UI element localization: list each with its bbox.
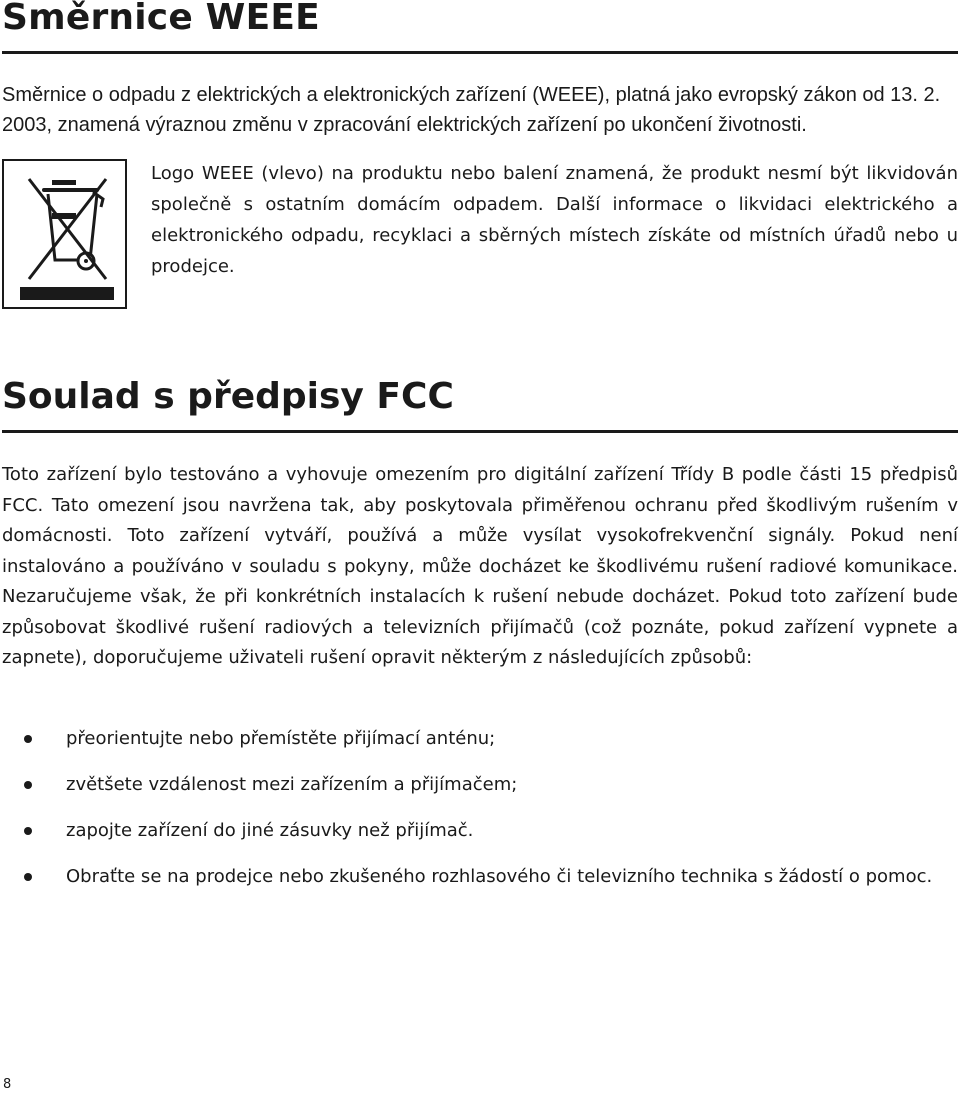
list-item	[0, 723, 956, 754]
crossed-out-wheelie-bin-icon	[4, 161, 129, 311]
bullet-icon	[24, 873, 32, 881]
list-item-text: přeorientujte nebo přemístěte přijímací anténu;	[66, 728, 496, 749]
weee-logo	[2, 159, 127, 309]
list-item-text: zapojte zařízení do jiné zásuvky než přijímač.	[66, 820, 474, 841]
list-item	[0, 815, 956, 846]
weee-heading: Směrnice WEEE	[2, 0, 320, 38]
weee-logo-description: Logo WEEE (vlevo) na produktu nebo balení znamená, že produkt nesmí být likvidován společně s ostatním domácím odpadem. Další informace o likvidaci elektrického a elektronického odpadu, recyklaci a sběrných místech získáte od místních úřadů nebo u prodejce.	[151, 163, 958, 277]
fcc-remedy-list	[0, 723, 960, 892]
fcc-heading: Soulad s předpisy FCC	[2, 376, 454, 417]
bullet-icon	[24, 781, 32, 789]
weee-intro-paragraph: Směrnice o odpadu z elektrických a elektronických zařízení (WEEE), platná jako evropský zákon od 13. 2. 2003, znamená výraznou změnu v zpracování elektrických zařízení po ukončení životnosti.	[2, 84, 941, 136]
list-item-text: Obraťte se na prodejce nebo zkušeného rozhlasového či televizního technika s žádostí o pomoc.	[66, 866, 933, 887]
list-item	[0, 861, 956, 892]
bullet-icon	[24, 827, 32, 835]
bullet-icon	[24, 735, 32, 743]
page-number: 8	[3, 1077, 12, 1092]
list-item-text: zvětšete vzdálenost mezi zařízením a přijímačem;	[66, 774, 518, 795]
heading-divider	[2, 51, 958, 54]
fcc-paragraph: Toto zařízení bylo testováno a vyhovuje omezením pro digitální zařízení Třídy B podle části 15 předpisů FCC. Tato omezení jsou navržena tak, aby poskytovala přiměřenou ochranu před škodlivým rušením v domácnosti. Toto zařízení vytváří, používá a může vysílat vysokofrekvenční signály. Pokud není instalováno a používáno v souladu s pokyny, může docházet ke škodlivému rušení radiové komunikace. Nezaručujeme však, že při konkrétních instalacích k rušení nebude docházet. Pokud toto zařízení bude způsobovat škodlivé rušení radiových a televizních přijímačů (což poznáte, pokud zařízení vypnete a zapnete), doporučujeme uživateli rušení opravit některým z následujících způsobů:	[2, 464, 958, 668]
list-item	[0, 769, 956, 800]
fcc-heading-divider	[2, 430, 958, 433]
